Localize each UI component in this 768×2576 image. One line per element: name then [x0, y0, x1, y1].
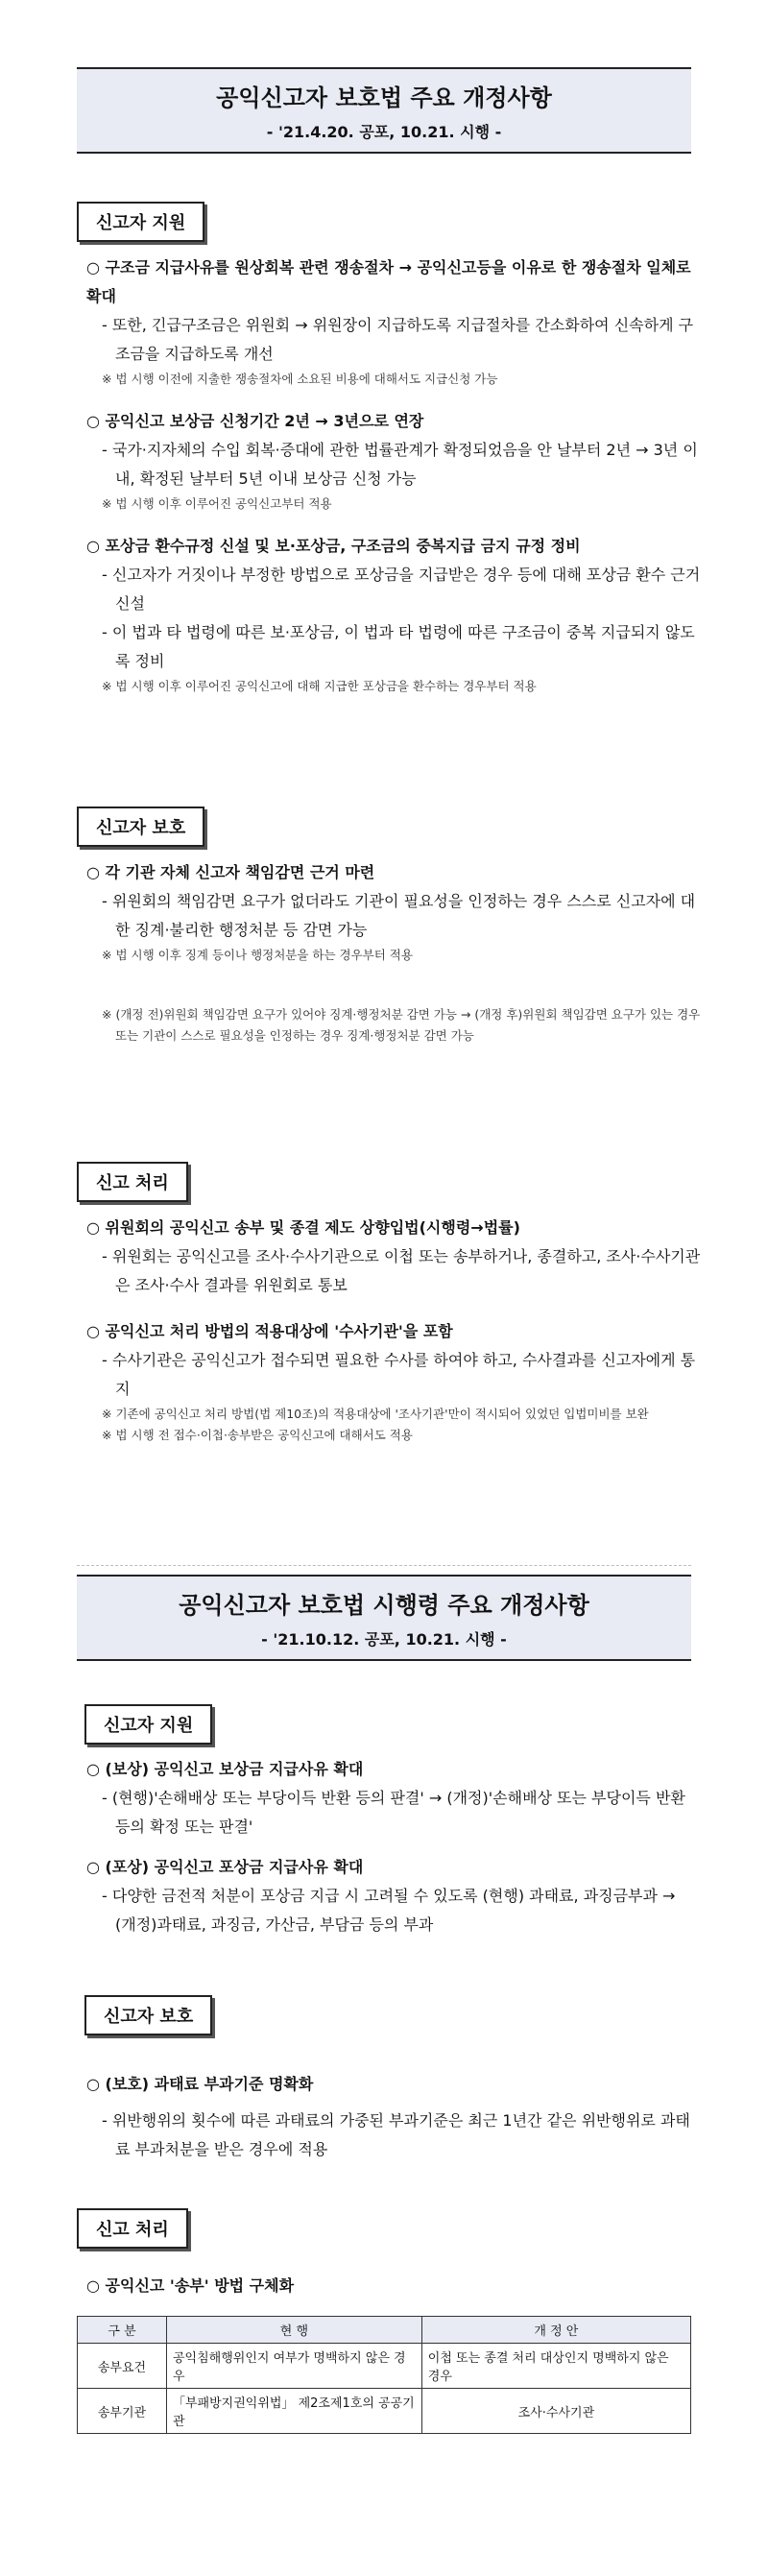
- section-body-processing: [86, 1208, 701, 1446]
- part1-banner: [77, 67, 691, 154]
- part2-subtitle: - '21.10.12. 공포, 10.21. 시행 -: [261, 1630, 507, 1649]
- item-main: ○ 구조금 지급사유를 원상회복 관련 쟁송절차 → 공익신고등을 이유로 한 쟁송절차 일체로 확대: [86, 258, 691, 305]
- item-sub: - 위원회는 공익신고를 조사·수사기관으로 이첩 또는 송부하거나, 종결하고, 조사·수사기관은 조사·수사 결과를 위원회로 통보: [102, 1247, 701, 1294]
- item-sub: - 위반행위의 횟수에 따른 과태료의 가중된 부과기준은 최근 1년간 같은 위반행위로 과태료 부과처분을 받은 경우에 적용: [102, 2111, 690, 2158]
- section-body-processing: [86, 2266, 701, 2300]
- section-heading: 신고자 보호: [84, 1995, 212, 2035]
- section-divider: [77, 1565, 691, 1566]
- part2-banner: [77, 1575, 691, 1661]
- table-cell: 공익침해행위인지 여부가 명백하지 않은 경우: [167, 2344, 422, 2389]
- item-sub: - (현행)'손해배상 또는 부당이득 반환 등의 판결' → (개정)'손해배상 또는 부당이득 반환 등의 확정 또는 판결': [102, 1789, 685, 1836]
- section-heading: 신고자 보호: [77, 807, 204, 847]
- section-heading: 신고 처리: [77, 2208, 188, 2249]
- table-cell: 이첩 또는 종결 처리 대상인지 명백하지 않은 경우: [421, 2344, 690, 2389]
- item-main: ○ 각 기관 자체 신고자 책임감면 근거 마련: [86, 863, 375, 881]
- section-heading: 신고 처리: [77, 1162, 188, 1202]
- table-header-row: [78, 2317, 691, 2344]
- item-note: ※ 법 시행 이전에 지출한 쟁송절차에 소요된 비용에 대해서도 지급신청 가능: [102, 372, 498, 386]
- section-body-protection: [86, 853, 701, 1047]
- item-main: ○ (보상) 공익신고 보상금 지급사유 확대: [86, 1760, 364, 1778]
- item-sub: - 또한, 긴급구조금은 위원회 → 위원장이 지급하도록 지급절차를 간소화하여 신속하게 구조금을 지급하도록 개선: [102, 316, 694, 363]
- item-sub: - 이 법과 타 법령에 따른 보·포상금, 이 법과 타 법령에 따른 구조금이 중복 지급되지 않도록 정비: [102, 623, 695, 670]
- section-heading: 신고자 지원: [84, 1704, 212, 1745]
- table-header: 개 정 안: [421, 2317, 690, 2344]
- part1-title: 공익신고자 보호법 주요 개정사항: [216, 84, 552, 111]
- item-note: ※ 법 시행 전 접수·이첩·송부받은 공익신고에 대해서도 적용: [102, 1428, 413, 1442]
- item-note: ※ 법 시행 이후 이루어진 공익신고에 대해 지급한 포상금을 환수하는 경우부터 적용: [102, 679, 537, 693]
- item-main: ○ 공익신고 '송부' 방법 구체화: [86, 2276, 295, 2295]
- item-main: ○ (보호) 과태료 부과기준 명확화: [86, 2075, 314, 2093]
- item-sub: - 다양한 금전적 처분이 포상금 지급 시 고려될 수 있도록 (현행) 과태료, 과징금부과 → (개정)과태료, 과징금, 가산금, 부담금 등의 부과: [102, 1887, 676, 1934]
- item-main: ○ 공익신고 처리 방법의 적용대상에 '수사기관'을 포함: [86, 1322, 453, 1340]
- item-sub: - 국가·지자체의 수입 회복·증대에 관한 법률관계가 확정되었음을 안 날부터 2년 → 3년 이내, 확정된 날부터 5년 이내 보상금 신청 가능: [102, 441, 698, 488]
- table-cell: 송부요건: [78, 2344, 167, 2389]
- item-note: ※ 법 시행 이후 징계 등이나 행정처분을 하는 경우부터 적용: [102, 948, 413, 962]
- part2-title: 공익신고자 보호법 시행령 주요 개정사항: [179, 1592, 589, 1619]
- table-cell: 조사·수사기관: [421, 2389, 690, 2434]
- section-heading: 신고자 지원: [77, 202, 204, 242]
- section-body-support: [86, 1749, 701, 1939]
- item-note: ※ 기존에 공익신고 처리 방법(법 제10조)의 적용대상에 '조사기관'만이 적시되어 있었던 입법미비를 보완: [102, 1407, 649, 1421]
- item-main: ○ 위원회의 공익신고 송부 및 종결 제도 상향입법(시행령→법률): [86, 1218, 520, 1237]
- comparison-table: [77, 2316, 691, 2434]
- table-header: 구 분: [78, 2317, 167, 2344]
- section-body-protection: [86, 2064, 701, 2164]
- part1-subtitle: - '21.4.20. 공포, 10.21. 시행 -: [266, 123, 502, 141]
- item-sub: - 위원회의 책임감면 요구가 없더라도 기관이 필요성을 인정하는 경우 스스로 신고자에 대한 징계·불리한 행정처분 등 감면 가능: [102, 892, 696, 939]
- table-row: [78, 2344, 691, 2389]
- item-main: ○ 포상금 환수규정 신설 및 보·포상금, 구조금의 중복지급 금지 규정 정비: [86, 537, 581, 555]
- table-row: [78, 2389, 691, 2434]
- item-main: ○ 공익신고 보상금 신청기간 2년 → 3년으로 연장: [86, 412, 424, 430]
- extra-note: ※ (개정 전)위원회 책임감면 요구가 있어야 징계·행정처분 감면 가능 → (개정 후)위원회 책임감면 요구가 있는 경우 또는 기관이 스스로 필요성을 인정하는 경우 징계·행정처분 감면 가능: [102, 1007, 701, 1043]
- table-cell: 「부패방지권익위법」 제2조제1호의 공공기관: [167, 2389, 422, 2434]
- item-note: ※ 법 시행 이후 이루어진 공익신고부터 적용: [102, 496, 332, 511]
- item-sub: - 수사기관은 공익신고가 접수되면 필요한 수사를 하여야 하고, 수사결과를 신고자에게 통지: [102, 1351, 696, 1398]
- item-sub: - 신고자가 거짓이나 부정한 방법으로 포상금을 지급받은 경우 등에 대해 포상금 환수 근거 신설: [102, 566, 701, 613]
- section-body-support: [86, 248, 701, 697]
- table-cell: 송부기관: [78, 2389, 167, 2434]
- table-header: 현 행: [167, 2317, 422, 2344]
- item-main: ○ (포상) 공익신고 포상금 지급사유 확대: [86, 1858, 364, 1876]
